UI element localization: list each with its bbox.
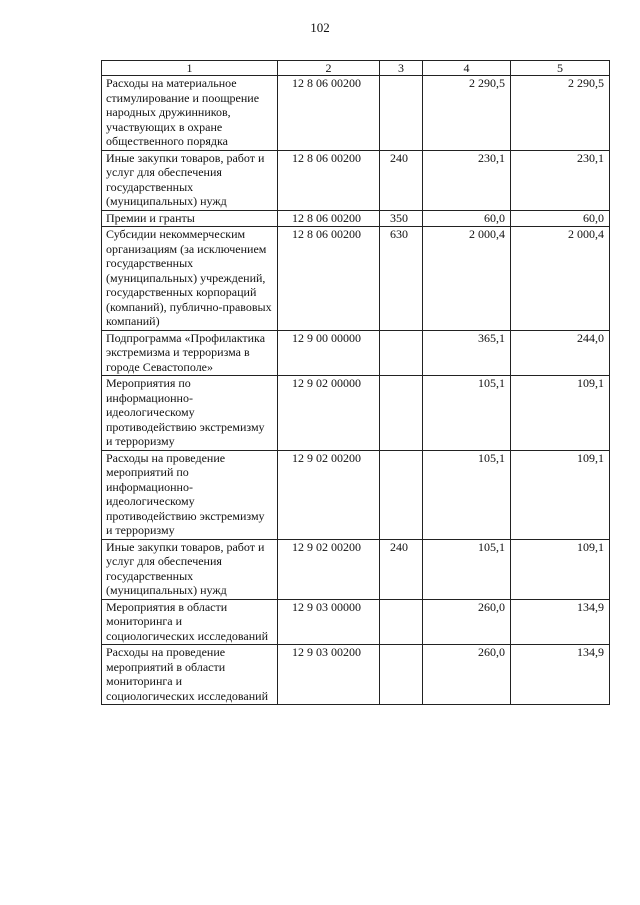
row-name-cell: Расходы на проведение мероприятий в области мониторинга и социологических исследований [102,645,278,705]
row-type-cell [380,599,423,645]
row-code-cell: 12 9 03 00200 [278,645,380,705]
table-row [102,210,610,227]
column-header-5: 5 [511,61,610,76]
row-value-2-cell: 134,9 [511,599,610,645]
row-name-cell: Субсидии некоммерческим организациям (за исключением государственных (муниципальных) учреждений, государственных корпораций (компаний), публично-правовых компаний) [102,227,278,331]
row-value-2-cell: 244,0 [511,330,610,376]
row-value-1-cell: 230,1 [423,150,511,210]
row-value-1-cell: 260,0 [423,645,511,705]
row-code-cell: 12 8 06 00200 [278,227,380,331]
row-name-cell: Расходы на проведение мероприятий по информационно-идеологическому противодействию экстремизму и терроризму [102,450,278,539]
row-value-1-cell: 365,1 [423,330,511,376]
row-value-2-cell: 109,1 [511,539,610,599]
budget-table [101,60,610,705]
column-header-2: 2 [278,61,380,76]
table-row [102,450,610,539]
column-header-1: 1 [102,61,278,76]
row-name-cell: Иные закупки товаров, работ и услуг для обеспечения государственных (муниципальных) нужд [102,150,278,210]
row-type-cell: 240 [380,150,423,210]
row-value-2-cell: 134,9 [511,645,610,705]
row-code-cell: 12 9 00 00000 [278,330,380,376]
row-type-cell [380,376,423,451]
row-code-cell: 12 8 06 00200 [278,150,380,210]
table-row [102,150,610,210]
row-type-cell [380,645,423,705]
table-row [102,539,610,599]
row-value-1-cell: 60,0 [423,210,511,227]
table-row [102,645,610,705]
row-type-cell: 350 [380,210,423,227]
row-code-cell: 12 8 06 00200 [278,76,380,151]
row-value-2-cell: 230,1 [511,150,610,210]
row-name-cell: Подпрограмма «Профилактика экстремизма и терроризма в городе Севастополе» [102,330,278,376]
row-type-cell [380,76,423,151]
row-value-2-cell: 109,1 [511,376,610,451]
row-value-1-cell: 2 290,5 [423,76,511,151]
row-value-2-cell: 109,1 [511,450,610,539]
row-name-cell: Иные закупки товаров, работ и услуг для обеспечения государственных (муниципальных) нужд [102,539,278,599]
row-name-cell: Мероприятия в области мониторинга и социологических исследований [102,599,278,645]
row-value-1-cell: 105,1 [423,376,511,451]
table-row [102,227,610,331]
row-code-cell: 12 9 02 00200 [278,450,380,539]
page-number: 102 [310,20,330,35]
row-value-1-cell: 2 000,4 [423,227,511,331]
row-code-cell: 12 9 02 00200 [278,539,380,599]
row-value-1-cell: 105,1 [423,450,511,539]
table-header-row [102,61,610,76]
row-type-cell: 240 [380,539,423,599]
row-name-cell: Мероприятия по информационно-идеологическому противодействию экстремизму и терроризму [102,376,278,451]
row-code-cell: 12 8 06 00200 [278,210,380,227]
row-name-cell: Премии и гранты [102,210,278,227]
row-name-cell: Расходы на материальное стимулирование и поощрение народных дружинников, участвующих в охране общественного порядка [102,76,278,151]
row-code-cell: 12 9 03 00000 [278,599,380,645]
row-value-2-cell: 2 000,4 [511,227,610,331]
row-value-2-cell: 2 290,5 [511,76,610,151]
column-header-4: 4 [423,61,511,76]
column-header-3: 3 [380,61,423,76]
row-value-1-cell: 260,0 [423,599,511,645]
table-row [102,376,610,451]
row-type-cell: 630 [380,227,423,331]
table-row [102,76,610,151]
table-row [102,599,610,645]
row-value-1-cell: 105,1 [423,539,511,599]
table-row [102,330,610,376]
row-value-2-cell: 60,0 [511,210,610,227]
row-type-cell [380,450,423,539]
row-type-cell [380,330,423,376]
row-code-cell: 12 9 02 00000 [278,376,380,451]
